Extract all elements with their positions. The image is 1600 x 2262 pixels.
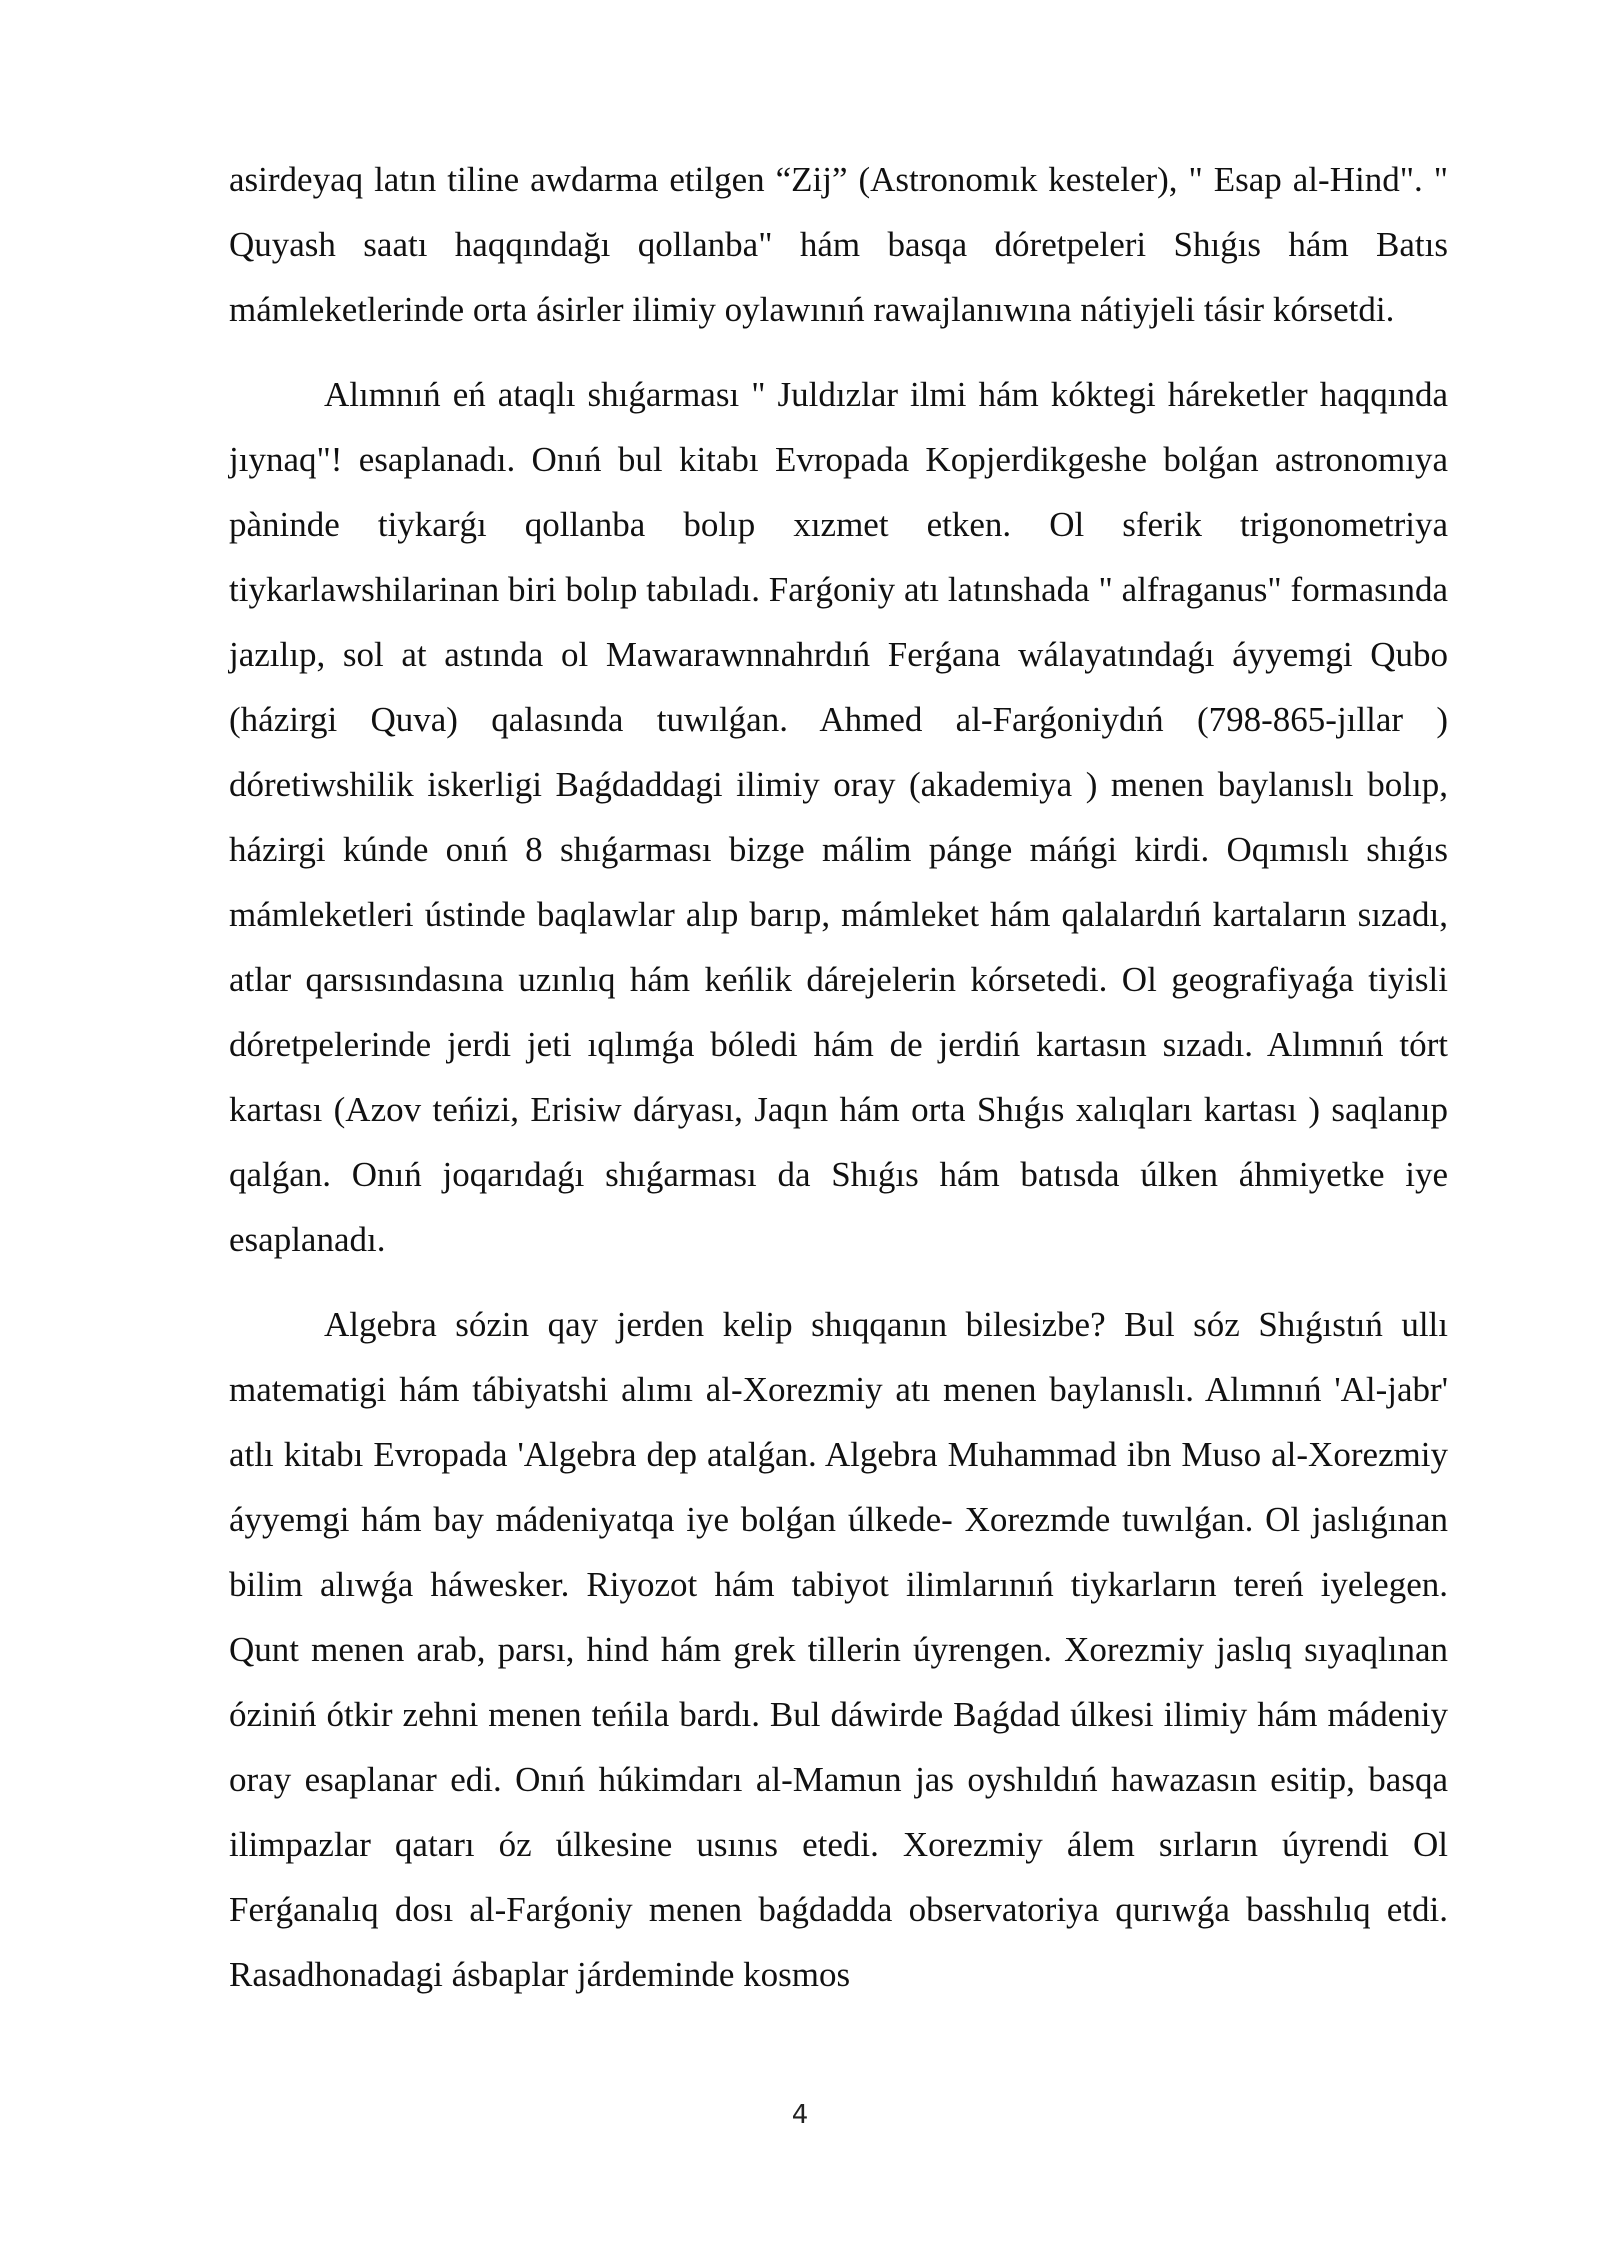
page-body	[229, 147, 1448, 2007]
paragraph-3: Algebra sózin qay jerden kelip shıqqanın bilesizbe? Bul sóz Shıǵıstıń ullı matematigi hám tábiyatshi alımı al-Xorezmiy atı menen baylanıslı. Alımnıń 'Al-jabr' atlı kitabı Evropada 'Algebra dep atalǵan. Algebra Muhammad ibn Muso al-Xorezmiy áyyemgi hám bay mádeniyatqa iye bolǵan úlkede- Xorezmde tuwılǵan. Ol jaslıǵınan bilim alıwǵa háwesker. Riyozot hám tabiyot ilimlarınıń tiykarların tereń iyelegen. Qunt menen arab, parsı, hind hám grek tillerin úyrengen. Xorezmiy jaslıq sıyaqlınan óziniń ótkir zehni menen teńila bardı. Bul dáwirde Baǵdad úlkesi ilimiy hám mádeniy oray esaplanar edi. Onıń húkimdarı al-Mamun jas oyshıldıń hawazasın esitip, basqa ilimpazlar qatarı óz úlkesine usınıs etedi. Xorezmiy álem sırların úyrendi Ol Ferǵanalıq dosı al-Farǵoniy menen baǵdadda observatoriya qurıwǵa basshılıq etdi. Rasadhonadagi ásbaplar járdeminde kosmos	[229, 1305, 1448, 1994]
paragraph-1: asirdeyaq latın tiline awdarma etilgen “Zij” (Astronomık kesteler), " Esap al-Hind". " Quyash saatı haqqındağı qollanba" hám basqa dóretpeleri Shıǵıs hám Batıs mámleketlerinde orta ásirler ilimiy oylawınıń rawajlanıwına nátiyjeli tásir kórsetdi.	[229, 160, 1448, 329]
page-number: 4	[791, 2100, 809, 2130]
paragraph-2: Alımnıń eń ataqlı shıǵarması " Juldızlar ilmi hám kóktegi háreketler haqqında jıynaq"! esaplanadı. Onıń bul kitabı Evropada Kopjerdikgeshe bolǵan astronomıya pàninde tiykarǵı qollanba bolıp xızmet etken. Ol sferik trigonometriya tiykarlawshilarinan biri bolıp tabıladı. Farǵoniy atı latınshada " alfraganus" formasında jazılıp, sol at astında ol Mawarawnnahrdıń Ferǵana wálayatındaǵı áyyemgi Qubo (házirgi Quva) qalasında tuwılǵan. Ahmed al-Farǵoniydıń (798-865-jıllar ) dóretiwshilik iskerligi Baǵdaddagi ilimiy oray (akademiya ) menen baylanıslı bolıp, házirgi kúnde onıń 8 shıǵarması bizge málim pánge máńgi kirdi. Oqımıslı shıǵıs mámleketleri ústinde baqlawlar alıp barıp, mámleket hám qalalardıń kartaların sızadı, atlar qarsısındasına uzınlıq hám keńlik dárejelerin kórsetedi. Ol geografiyaǵa tiyisli dóretpelerinde jerdi jeti ıqlımǵa bóledi hám de jerdiń kartasın sızadı. Alımnıń tórt kartası (Azov teńizi, Erisiw dáryası, Jaqın hám orta Shıǵıs xalıqları kartası ) saqlanıp qalǵan. Onıń joqarıdaǵı shıǵarması da Shıǵıs hám batısda úlken áhmiyetke iye esaplanadı.	[229, 375, 1448, 1259]
